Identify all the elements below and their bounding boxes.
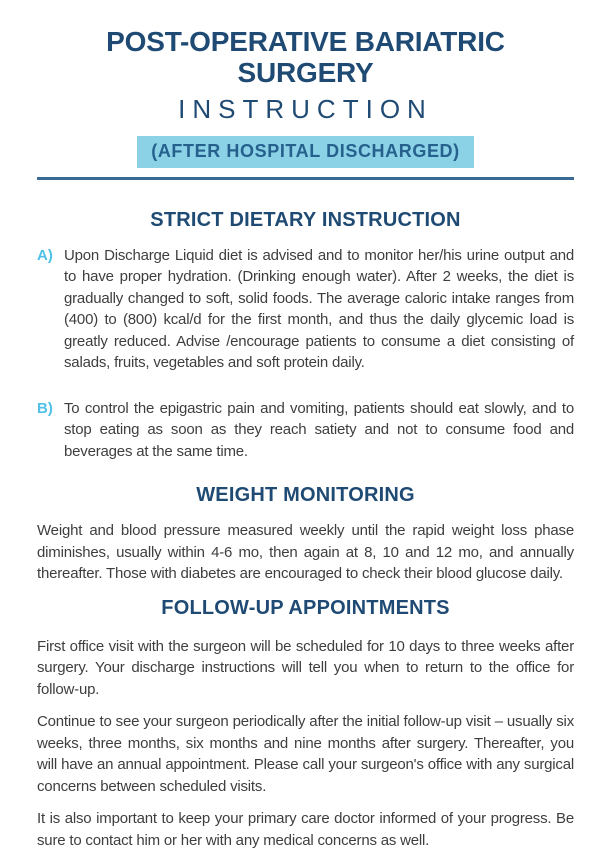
weight-monitoring-paragraph: Weight and blood pressure measured weekly until the rapid weight loss phase diminishes, usually within 4-6 mo, then again at 8, 10 and 12 mo, and annually thereafter. Those with diabetes are encouraged to check their blood glucose daily. <box>37 522 574 583</box>
list-text-a: Upon Discharge Liquid diet is advised and to monitor her/his urine output and to have proper hydration. (Drinking enough water). After 2 weeks, the diet is gradually changed to soft, solid foods. The average caloric intake ranges from (400) to (800) kcal/d for the first month, and thus the daily glycemic load is greatly reduced. Advise /encourage patients to consume a diet consisting of salads, fruits, vegetables and soft protein daily. <box>64 246 574 372</box>
section-weight-monitoring <box>37 484 574 585</box>
followup-paragraph-3: It is also important to keep your primary care doctor informed of your progress. Be sure to contact him or her with any medical concerns as well. <box>37 810 574 849</box>
section-dietary <box>37 209 574 463</box>
list-item-b <box>37 398 574 463</box>
section-heading-dietary: STRICT DIETARY INSTRUCTION <box>150 208 461 231</box>
followup-paragraph-2: Continue to see your surgeon periodically after the initial follow-up visit – usually six weeks, three months, six months and nine months after surgery. Thereafter, you will have an annual appointment. Please call your surgeon's office with any surgical concerns between scheduled visits. <box>37 713 574 795</box>
discharge-badge: (AFTER HOSPITAL DISCHARGED) <box>137 136 474 168</box>
document-title: POST-OPERATIVE BARIATRIC SURGERY <box>106 26 505 88</box>
section-followup-appointments <box>37 597 574 852</box>
list-marker-a: A) <box>37 246 53 264</box>
followup-paragraph-1: First office visit with the surgeon will be scheduled for 10 days to three weeks after surgery. Your discharge instructions will tell you when to return to the office for follow-up. <box>37 637 574 698</box>
header-divider <box>37 177 574 180</box>
list-text-b: To control the epigastric pain and vomiting, patients should eat slowly, and to stop eating as soon as they reach satiety and not to consume food and beverages at the same time. <box>64 399 574 460</box>
list-item-a <box>37 245 574 374</box>
section-heading-followup: FOLLOW-UP APPOINTMENTS <box>161 596 450 619</box>
document-subtitle: INSTRUCTION <box>178 93 433 124</box>
list-marker-b: B) <box>37 399 53 417</box>
section-heading-weight-monitoring: WEIGHT MONITORING <box>196 484 415 507</box>
document-header <box>37 27 574 180</box>
